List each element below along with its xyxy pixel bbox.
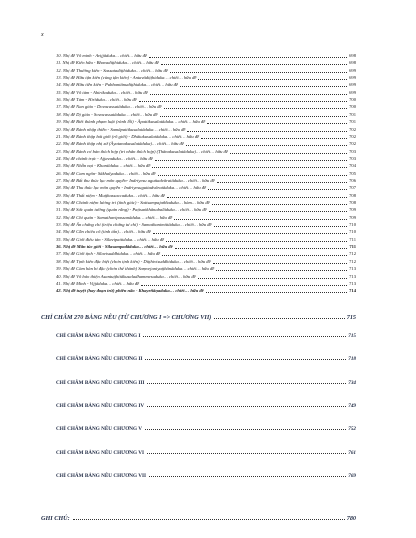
dot-leader xyxy=(214,226,348,227)
toc-entry-title: 18. Nhị đề Dị giáo - Sovacassatāduka… chiết… hữu đề xyxy=(56,111,158,117)
dot-leader xyxy=(201,138,347,139)
toc-entry[interactable] xyxy=(56,177,356,184)
dot-leader xyxy=(145,429,346,430)
dot-leader xyxy=(153,233,347,234)
toc-entry[interactable] xyxy=(56,162,356,169)
dot-leader xyxy=(198,278,347,279)
toc-sub-section[interactable] xyxy=(56,447,356,456)
dot-leader xyxy=(217,182,347,183)
toc-entry-title: 22. Nhị đề Rành thập nhị xứ (Āyatanakusalatāduka)… chiết… hữu đề xyxy=(56,141,184,147)
toc-sub-section-text: CHỈ CHÂM BẢNG NÊU CHƯƠNG I xyxy=(56,333,141,339)
toc-entry[interactable] xyxy=(56,170,356,177)
toc-entry-page: 713 xyxy=(349,273,356,279)
toc-entry[interactable] xyxy=(56,273,356,280)
toc-entry[interactable] xyxy=(56,258,356,265)
toc-entry-title: 29. Nhị đề Thất niệm - Muṭṭhassaccaduka… chiết… hữu đề xyxy=(56,192,165,198)
dot-leader xyxy=(180,86,347,87)
toc-entry[interactable] xyxy=(56,280,356,287)
toc-entry-title: 13. Nhị đề Hữu tận kiến (cùng tận kiến) - Antavādiṭṭhiduka… chiết… hữu đề xyxy=(56,75,197,81)
toc-entry-title: 26. Nhị đề Cam ngôn- Sākhalyaduka… chiết… hữu đề xyxy=(56,170,156,176)
toc-entry-page: 702 xyxy=(349,141,356,147)
toc-entry-page: 699 xyxy=(349,67,356,73)
toc-entry[interactable] xyxy=(56,111,356,118)
toc-entry-title: 23. Nhị đề Rành cơ bản thích hợp (tri nhân thích hợp) (Ṭhānakusalatāduka)… chiết… hữu đề xyxy=(56,148,228,154)
toc-entry-page: 702 xyxy=(349,133,356,139)
dot-leader xyxy=(149,476,346,477)
toc-entry[interactable] xyxy=(56,89,356,96)
toc-notes-section[interactable] xyxy=(41,513,356,522)
toc-entry-title: 37. Nhị đề Giới tịnh - Sīlavisuddhiduka… chiết… hữu đề xyxy=(56,251,161,257)
toc-entry-title: 35. Nhị đề Giới điêu tàn - Sīlavipattiduka… chiết… hữu đề xyxy=(56,236,165,242)
toc-sub-section[interactable] xyxy=(56,353,356,362)
toc-entry-title: 34. Nhị đề Cần chiếu cố (tinh tấn)… chiết… hữu đề xyxy=(56,229,151,235)
dot-leader xyxy=(198,79,347,80)
dot-leader xyxy=(161,64,347,65)
toc-entry[interactable] xyxy=(56,236,356,243)
toc-entry-page: 712 xyxy=(349,258,356,264)
toc-entry-title: 27. Nhị đề Bất thu thúc lục môn quyền- Indriyesu aguttadvāratāduka… chiết… hữu đề xyxy=(56,177,215,183)
dot-leader xyxy=(141,285,347,286)
toc-entry[interactable] xyxy=(56,206,356,213)
toc-entry-page: 704 xyxy=(349,163,356,169)
toc-entry-title: 42. Nhị đề tuyệt (hay đoạn trừ) phiền não - Khayeñāṇaduka… chiết… hữu đề xyxy=(56,288,204,294)
dot-leader xyxy=(149,57,347,58)
toc-sub-section-page: 769 xyxy=(348,472,356,479)
toc-entry-title: 24. Nhị đề chánh trực - Ajjavaduka… chiết… hữu đề xyxy=(56,155,153,161)
toc-entry-title: 33. Nhị đề Ấn chứng chỉ (triệu chứng tư chỉ) - Samathanimittāduka… chiết… hữu đề xyxy=(56,222,212,228)
toc-notes-section-text: GHI CHÚ: xyxy=(41,515,70,522)
toc-entry[interactable] xyxy=(56,155,356,162)
dot-leader xyxy=(158,175,348,176)
toc-entry-page: 711 xyxy=(349,236,356,242)
dot-leader xyxy=(162,255,347,256)
toc-sub-section-page: 761 xyxy=(348,449,356,456)
toc-entry-title: 15. Nhị đề Vô tàm - Ahirikaduka… chiết… hữu đề xyxy=(56,89,148,95)
toc-sub-section[interactable] xyxy=(56,470,356,479)
toc-entry-title: 41. Nhị đề Minh - Vijjāduka… chiết… hữu đề xyxy=(56,280,140,286)
toc-entry[interactable] xyxy=(56,199,356,206)
toc-entry-page: 711 xyxy=(349,244,356,250)
dot-leader xyxy=(206,292,347,293)
toc-sub-section-text: CHỈ CHÂM BẢNG NÊU CHƯƠNG VI xyxy=(56,449,145,456)
toc-entry-title: 14. Nhị đề Hữu tiền kiến - Pubbantānudiṭṭhiduka… chiết… hữu đề xyxy=(56,82,179,88)
toc-entry[interactable] xyxy=(56,67,356,74)
toc-sub-section-text: CHỈ CHÂM BẢNG NÊU CHƯƠNG III xyxy=(56,379,145,386)
toc-entry[interactable] xyxy=(56,140,356,147)
toc-entry-title: 32. Nhị đề Chỉ quán - Samathavipassanāduka… chiết… hữu đề xyxy=(56,214,173,220)
dot-leader xyxy=(174,219,347,220)
toc-entry-page: 698 xyxy=(349,60,356,66)
toc-entry-page: 714 xyxy=(349,288,356,294)
toc-entry[interactable] xyxy=(56,52,356,59)
toc-entry-page: 701 xyxy=(349,111,356,117)
dot-leader xyxy=(150,94,347,95)
toc-entry-page: 709 xyxy=(349,214,356,220)
toc-entry-page: 712 xyxy=(349,251,356,257)
toc-entry[interactable] xyxy=(56,148,356,155)
toc-sub-section[interactable] xyxy=(56,377,356,386)
toc-entry-title: 19. Nhị đề Biết thành phạm luật (rành lỗi) - Āpattikusalatāduka… chiết… hữu đề xyxy=(56,119,206,125)
dot-leader xyxy=(186,145,347,146)
toc-entry-title: 28. Nhị đề Thu thúc lục môn quyền - Indriyesuguttadvāratāduka… chiết… hữu đề xyxy=(56,185,207,191)
toc-entry[interactable] xyxy=(56,96,356,103)
toc-entry-page: 710 xyxy=(349,229,356,235)
toc-entry-title: 12. Nhị đề Thường kiến - Sassatadiṭṭhiduka… chiết… hữu đề xyxy=(56,67,168,73)
toc-entry-title: 21. Nhị đề Rành thập bát giới (rõ giới) - Dhātukusalatāduka… chiết… hữu đề xyxy=(56,133,200,139)
dot-leader xyxy=(175,248,348,249)
toc-sub-section-text: CHỈ CHÂM BẢNG NÊU CHƯƠNG V xyxy=(56,426,143,433)
dot-leader xyxy=(167,197,347,198)
dot-leader xyxy=(207,123,347,124)
toc-entry-page: 700 xyxy=(349,97,356,103)
dot-leader xyxy=(216,270,347,271)
toc-entry-title: 31. Nhị đề Sức quán tưởng (quán rằng) - Paṭisaṅkhānabalāduka… chiết… hữu đề xyxy=(56,207,207,213)
toc-entry-page: 703 xyxy=(349,155,356,161)
toc-entry-title: 20. Nhị đề Rành nhập thiền - Samāpattikusalatāduka… chiết… hữu đề xyxy=(56,126,186,132)
toc-entry[interactable] xyxy=(56,243,356,250)
toc-entry[interactable] xyxy=(56,133,356,140)
toc-entry[interactable] xyxy=(56,118,356,125)
dot-leader xyxy=(187,131,347,132)
dot-leader xyxy=(139,101,347,102)
toc-entry[interactable] xyxy=(56,74,356,81)
toc-entry-title: 39. Nhị đề Cảm hàn bi đặc (chơn thể thành) Saṃvejaniyaṭṭhānāduka… chiết… hữu đề xyxy=(56,266,215,272)
dot-leader xyxy=(145,359,346,360)
dot-leader xyxy=(147,453,346,454)
toc-entry[interactable] xyxy=(56,214,356,221)
dot-leader xyxy=(143,336,346,337)
toc-entry-page: 703 xyxy=(349,148,356,154)
toc-sub-section-page: 752 xyxy=(348,426,356,433)
toc-entry-title: 30. Nhị đề Chánh niệm lương tri (tỉnh giác) - Satisampajaññaduka… hàm… hữu đề xyxy=(56,200,210,205)
dot-leader xyxy=(209,211,347,212)
toc-sub-section[interactable] xyxy=(56,330,356,339)
toc-entry-page: 707 xyxy=(349,185,356,191)
dot-leader xyxy=(147,406,346,407)
toc-sub-section[interactable] xyxy=(56,400,356,409)
dot-leader xyxy=(152,167,347,168)
toc-entry[interactable] xyxy=(56,265,356,272)
dot-leader xyxy=(155,160,347,161)
dot-leader xyxy=(212,204,347,205)
dot-leader xyxy=(147,383,346,384)
dot-leader xyxy=(73,519,345,520)
toc-entry-page: 709 xyxy=(349,207,356,213)
toc-entry-page: 713 xyxy=(349,266,356,272)
toc-entry-page: 700 xyxy=(349,104,356,110)
toc-main-section[interactable] xyxy=(41,312,356,321)
toc-entry-page: 702 xyxy=(349,126,356,132)
toc-entry-title: 11. Nhị đề Kiến hữu - Bhavadiṭṭhiduka… chiết… hữu đề xyxy=(56,60,159,66)
toc-entry[interactable] xyxy=(56,103,356,110)
toc-entry-title: 38. Nhị đề Tịnh kiến đặc biệt (chơn tịnh kiến) - Diṭṭhivisuddhiduka… chiết… hữu đề xyxy=(56,258,211,264)
toc-entry[interactable] xyxy=(56,59,356,66)
toc-entry-page: 706 xyxy=(349,177,356,183)
toc-entry-page: 710 xyxy=(349,222,356,228)
toc-entry[interactable] xyxy=(56,192,356,199)
dot-leader xyxy=(164,108,348,109)
dot-leader xyxy=(214,318,344,319)
toc-entry[interactable] xyxy=(56,126,356,133)
toc-entry-title: 40. Nhị đề Vô báo thiện Asantuṭṭhitākusaladhammesuduka… chiết… hữu đề xyxy=(56,273,196,279)
dot-leader xyxy=(166,241,347,242)
dot-leader xyxy=(160,116,348,117)
toc-entry-title: 36. Nhị đề Mãn túc giới - Sīlasampadāduka… chiết… hữu đề xyxy=(56,244,173,250)
dot-leader xyxy=(230,153,347,154)
toc-entry-page: 699 xyxy=(349,75,356,81)
toc-entry-title: 17. Nhị đề Nan giáo - Dovacassatāduka… chiết… hữu đề xyxy=(56,104,162,110)
toc-notes-section-page: 780 xyxy=(346,515,356,522)
toc-entry-title: 25. Nhị đề Nhẫn nại - Khantīduka… chiết… hữu đề xyxy=(56,163,151,169)
toc-sub-section-text: CHỈ CHÂM BẢNG NÊU CHƯƠNG VII xyxy=(56,472,147,479)
toc-entry-page: 708 xyxy=(349,200,356,205)
toc-entry[interactable] xyxy=(56,221,356,228)
toc-entry-page: 713 xyxy=(349,280,356,286)
page-number: x xyxy=(41,32,44,38)
toc-entry-title: 16. Nhị đề Tàm - Hirīduka… chiết… hữu đề xyxy=(56,97,137,103)
dot-leader xyxy=(170,72,347,73)
toc-main-section-page: 715 xyxy=(346,314,356,321)
toc-sub-section-text: CHỈ CHÂM BẢNG NÊU CHƯƠNG IV xyxy=(56,402,145,409)
toc-entry-page: 708 xyxy=(349,192,356,198)
toc-sub-section-page: 749 xyxy=(348,402,356,409)
toc-entry-page: 699 xyxy=(349,89,356,95)
toc-sub-section-text: CHỈ CHÂM BẢNG NÊU CHƯƠNG II xyxy=(56,356,143,363)
toc-main-section-text: CHỈ CHÂM 270 BẢNG NÊU (TỪ CHƯƠNG I => CHƯƠNG VII) xyxy=(41,314,212,321)
toc-entry[interactable] xyxy=(56,228,356,235)
dot-leader xyxy=(208,189,347,190)
toc-entry[interactable] xyxy=(56,250,356,257)
toc-sub-section-page: 734 xyxy=(348,379,356,386)
toc-entry[interactable] xyxy=(56,184,356,191)
toc-entry-page: 698 xyxy=(349,53,356,58)
toc-sub-section[interactable] xyxy=(56,423,356,432)
dot-leader xyxy=(213,263,348,264)
toc-sub-section-page: 718 xyxy=(348,356,356,363)
toc-entry-title: 10. Nhị đề Vô minh - Avijjāduka… chiết… hữu đề xyxy=(56,53,147,58)
toc-entry-page: 705 xyxy=(349,170,356,176)
toc-sub-section-page: 715 xyxy=(348,333,356,339)
toc-entry[interactable] xyxy=(56,287,356,294)
toc-entry-page: 701 xyxy=(349,119,356,125)
toc-entry[interactable] xyxy=(56,81,356,88)
toc-entry-page: 699 xyxy=(349,82,356,88)
